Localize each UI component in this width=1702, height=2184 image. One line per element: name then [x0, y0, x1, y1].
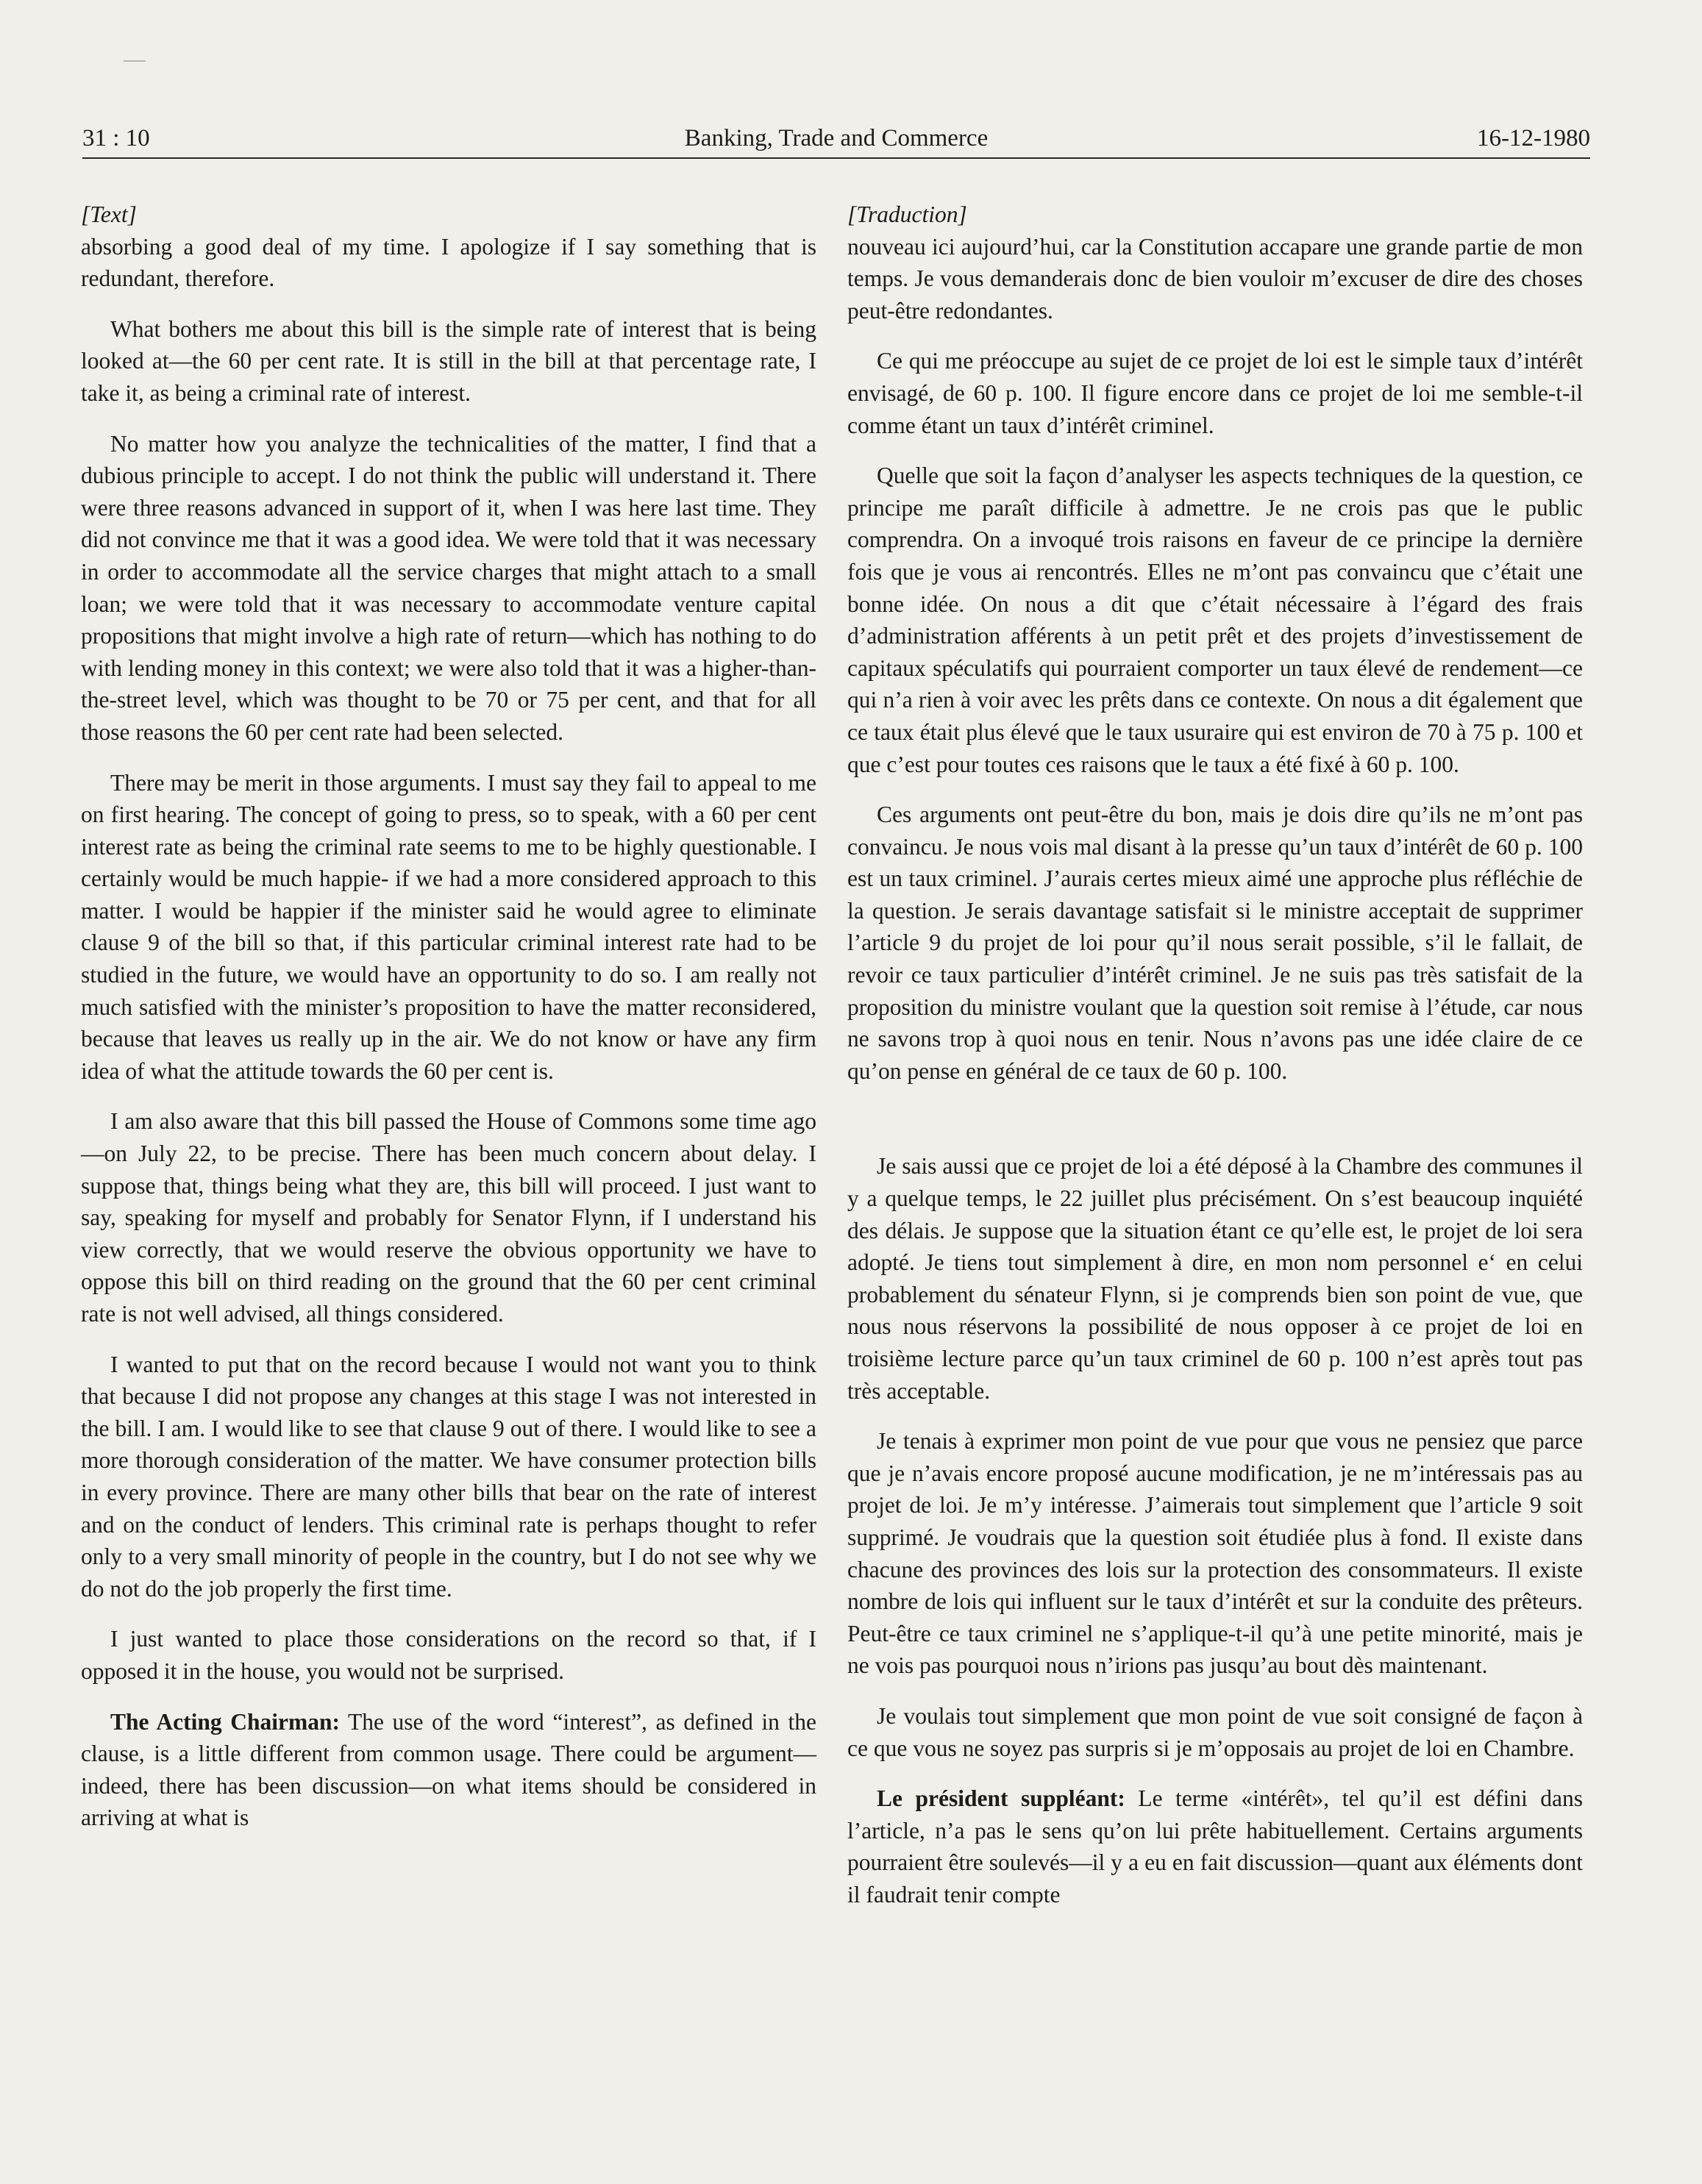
- paragraph: I am also aware that this bill passed the House of Commons some time ago—on July 22, to be precise. There has been much concern about delay. I suppose that, things being what they are, this bill will proceed. I just want to say, speaking for myself and probably for Senator Flynn, if I understand his view correctly, that we would reserve the obvious opportunity we have to oppose this bill on third reading on the ground that the 60 per cent criminal rate is not well advised, all things considered.: [81, 1108, 816, 1327]
- speaker-text: Le terme «intérêt», tel qu’il est défini dans l’article, n’a pas le sens qu’on lui prête habituellement. Certains arguments pourraient être soulevés—il y a eu en fait discussion—quant aux éléments dont il faudrait tenir compte: [847, 1785, 1583, 1908]
- paragraph: Je tenais à exprimer mon point de vue pour que vous ne pensiez que parce que je n’avais encore proposé aucune modification, je ne m’intéressais pas au projet de loi. Je m’y intéresse. J’aimerais tout simplement que l’article 9 soit supprimé. Je voudrais que la question soit étudiée plus à fond. Il existe dans chacune des provinces des lois sur la protection des consommateurs. Il existe nombre de lois qui influent sur le taux d’intérêt et sur la conduite des prêteurs. Peut-être ce taux criminel ne s’applique-t-il qu’à une petite minorité, mais je ne vois pas pourquoi nous n’irions pas jusqu’au bout dès maintenant.: [847, 1428, 1583, 1679]
- page-header: [82, 118, 1590, 159]
- paragraph: Ces arguments ont peut-être du bon, mais je dois dire qu’ils ne m’ont pas convaincu. Je nous vois mal disant à la presse qu’un taux d’intérêt de 60 p. 100 est un taux criminel. J’aurais certes mieux aimé une approche plus réfléchie de la question. Je serais davantage satisfait si le ministre acceptait de supprimer l’article 9 du projet de loi pour qu’il nous serait possible, s’il le fallait, de revoir ce taux particulier d’intérêt criminel. Je ne suis pas très satisfait de la proposition du ministre voulant que la question soit remise à l’étude, car nous ne savons trop à quoi nous en tenir. Nous n’avons pas une idée claire de ce qu’on pense en général de ce taux de 60 p. 100.: [847, 802, 1583, 1084]
- running-title: Banking, Trade and Commerce: [684, 125, 989, 151]
- paragraph: Ce qui me préoccupe au sujet de ce projet de loi est le simple taux d’intérêt envisagé, de 60 p. 100. Il figure encore dans ce projet de loi me semble-t-il comme étant un taux d’intérêt criminel.: [847, 348, 1583, 438]
- section-label: [Text]: [81, 201, 137, 227]
- speaker-paragraph: [81, 1706, 816, 1834]
- speaker-name: The Acting Chairman:: [110, 1708, 340, 1735]
- paragraph: What bothers me about this bill is the simple rate of interest that is being looked at—the 60 per cent rate. It is still in the bill at that percentage rate, I take it, as being a criminal rate of interest.: [81, 315, 816, 406]
- paragraph: Je voulais tout simplement que mon point de vue soit consigné de façon à ce que vous ne soyez pas surpris si je m’opposais au projet de loi en Chambre.: [847, 1702, 1583, 1761]
- header-rule: [82, 157, 1590, 159]
- speaker-name: Le président suppléant:: [877, 1785, 1125, 1812]
- english-column: [81, 199, 816, 1852]
- speaker-text: The use of the word “interest”, as defined in the clause, is a little different from common usage. There could be argument—indeed, there has been discussion—on what items should be considered in arriving at what is: [81, 1708, 816, 1831]
- paragraph: I wanted to put that on the record because I would not want you to think that because I did not propose any changes at this stage I was not interested in the bill. I am. I would like to see that clause 9 out of there. I would like to see a more thorough consideration of the matter. We have consumer protection bills in every province. There are many other bills that bear on the rate of interest and on the conduct of lenders. This criminal rate is perhaps thought to refer only to a very small minority of people in the country, but I do not see why we do not do the job properly the first time.: [81, 1351, 816, 1602]
- section-label: [Traduction]: [847, 201, 967, 227]
- paragraph: absorbing a good deal of my time. I apologize if I say something that is redundant, therefore.: [81, 233, 816, 292]
- issue-date: 16-12-1980: [1477, 125, 1590, 151]
- paragraph: nouveau ici aujourd’hui, car la Constitution accapare une grande partie de mon temps. Je vous demanderais donc de bien vouloir m’excuser de dire des choses peut-être redondantes.: [847, 233, 1583, 324]
- paragraph: There may be merit in those arguments. I must say they fail to appeal to me on first hearing. The concept of going to press, so to speak, with a 60 per cent interest rate as being the criminal rate seems to me to be highly questionable. I certainly would be much happie- if we had a more considered approach to this matter. I would be happier if the minister said he would agree to eliminate clause 9 of the bill so that, if this particular criminal interest rate had to be studied in the future, we would have an opportunity to do so. I am really not much satisfied with the minister’s proposition to have the matter reconsidered, because that leaves us really up in the air. We do not know or have any firm idea of what the attitude towards the 60 per cent is.: [81, 769, 816, 1084]
- paragraph: Je sais aussi que ce projet de loi a été déposé à la Chambre des communes il y a quelque temps, le 22 juillet plus précisément. On s’est beaucoup inquiété des délais. Je suppose que la situation étant ce qu’elle est, le projet de loi sera adopté. Je tiens tout simplement à dire, en mon nom personnel e‘ en celui probablement du sénateur Flynn, si je comprends bien son point de vue, que nous nous réservons la possibilité de nous opposer à ce projet de loi en troisième lecture parce qu’un taux criminel de 60 p. 100 n’est après tout pas très acceptable.: [847, 1153, 1583, 1404]
- speaker-paragraph: [847, 1782, 1583, 1910]
- french-column: [847, 199, 1583, 1930]
- paragraph: No matter how you analyze the technicalities of the matter, I find that a dubious principle to accept. I do not think the public will understand it. There were three reasons advanced in support of it, when I was here last time. They did not convince me that it was a good idea. We were told that it was necessary in order to accommodate all the service charges that might attach to a small loan; we were told that it was necessary to accommodate venture capital propositions that might involve a high rate of return—which has nothing to do with lending money in this context; we were also told that it was a higher-than-the-street level, which was thought to be 70 or 75 per cent, and that for all those reasons the 60 per cent rate had been selected.: [81, 430, 816, 745]
- paragraph: Quelle que soit la façon d’analyser les aspects techniques de la question, ce principe me paraît difficile à admettre. Je ne crois pas que le public comprendra. On a invoqué trois raisons en faveur de ce principe la dernière fois que je vous ai rencontrés. Elles ne m’ont pas convaincu que c’était une bonne idée. On nous a dit que c’était nécessaire à l’égard des frais d’administration afférents à un petit prêt et des projets d’investissement de capitaux spéculatifs qui pourraient comporter un taux élevé de rendement—ce qui n’a rien à voir avec les prêts dans ce contexte. On nous a dit également que ce taux était plus élevé que le taux usuraire qui est environ de 70 à 75 p. 100 et que c’est pour toutes ces raisons que le taux a été fixé à 60 p. 100.: [847, 463, 1583, 777]
- page-number: 31 : 10: [82, 125, 150, 151]
- margin-mark: [124, 60, 146, 62]
- paragraph: I just wanted to place those considerations on the record so that, if I opposed it in the house, you would not be surprised.: [81, 1626, 816, 1684]
